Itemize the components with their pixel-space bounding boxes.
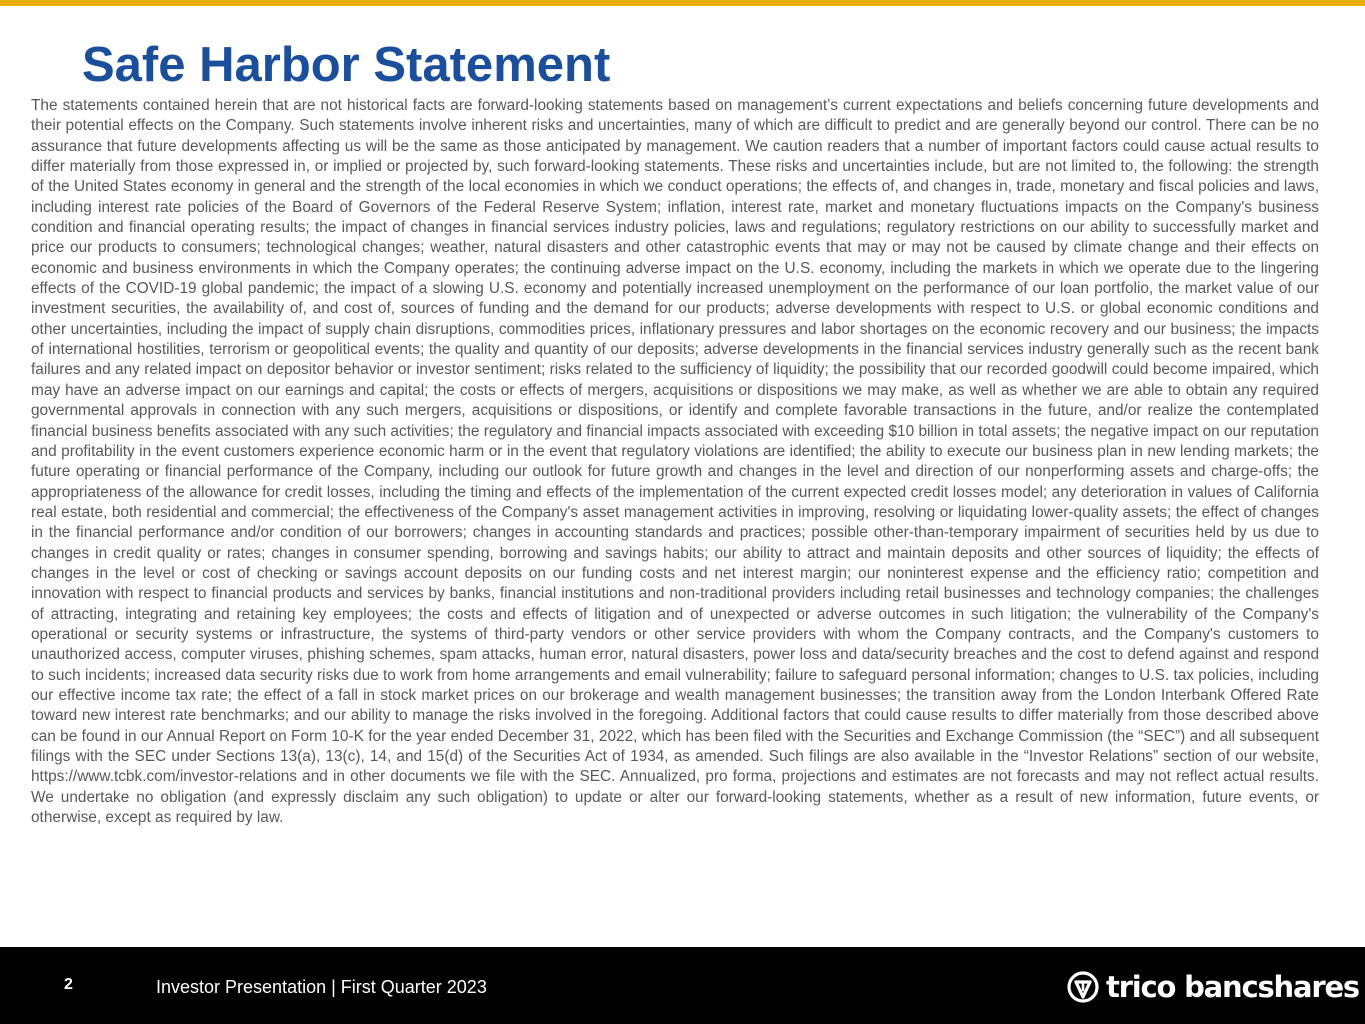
page-title: Safe Harbor Statement [82,38,611,92]
accent-bar [0,0,1365,6]
logo-wordmark: trico bancshares [1106,970,1359,1004]
page-number: 2 [64,976,73,993]
company-logo [1066,967,1359,1007]
footer [0,947,1365,1024]
safe-harbor-body: The statements contained herein that are not historical facts are forward-looking statements based on management’s current expectations and beliefs concerning future developments and their potential effects on the Company. Such statements involve inherent risks and uncertainties, many of which are difficult to predict and are generally beyond our control. There can be no assurance that future developments affecting us will be the same as those anticipated by management. We caution readers that a number of important factors could cause actual results to differ materially from those expressed in, or implied or projected by, such forward-looking statements. These risks and uncertainties include, but are not limited to, the following: the strength of the United States economy in general and the strength of the local economies in which we conduct operations; the effects of, and changes in, trade, monetary and fiscal policies and laws, including interest rate policies of the Board of Governors of the Federal Reserve System; inflation, interest rate, market and monetary fluctuations impacts on the Company's business condition and financial operating results; the impact of changes in financial services industry policies, laws and regulations; regulatory restrictions on our ability to successfully market and price our products to consumers; technological changes; weather, natural disasters and other catastrophic events that may or may not be caused by climate change and their effects on economic and business environments in which the Company operates; the continuing adverse impact on the U.S. economy, including the markets in which we operate due to the lingering effects of the COVID-19 global pandemic; the impact of a slowing U.S. economy and potentially increased unemployment on the performance of our loan portfolio, the market value of our investment securities, the availability of, and cost of, sources of funding and the demand for our products; adverse developments with respect to U.S. or global economic conditions and other uncertainties, including the impact of supply chain disruptions, commodities prices, inflationary pressures and labor shortages on the economic recovery and our business; the impacts of international hostilities, terrorism or geopolitical events; the quality and quantity of our deposits; adverse developments in the financial services industry generally such as the recent bank failures and any related impact on depositor behavior or investor sentiment; risks related to the sufficiency of liquidity; the possibility that our recorded goodwill could become impaired, which may have an adverse impact on our earnings and capital; the costs or effects of mergers, acquisitions or dispositions we may make, as well as whether we are able to obtain any required governmental approvals in connection with any such mergers, acquisitions or dispositions, or identify and complete favorable transactions in the future, and/or realize the contemplated financial business benefits associated with any such activities; the regulatory and financial impacts associated with exceeding $10 billion in total assets; the negative impact on our reputation and profitability in the event customers experience economic harm or in the event that regulatory violations are identified; the ability to execute our business plan in new lending markets; the future operating or financial performance of the Company, including our outlook for future growth and changes in the level and direction of our nonperforming assets and charge-offs; the appropriateness of the allowance for credit losses, including the timing and effects of the implementation of the current expected credit losses model; any deterioration in values of California real estate, both residential and commercial; the effectiveness of the Company's asset management activities in improving, resolving or liquidating lower-quality assets; the effect of changes in the financial performance and/or condition of our borrowers; changes in accounting standards and practices; possible other-than-temporary impairment of securities held by us due to changes in credit quality or rates; changes in consumer spending, borrowing and savings habits; our ability to attract and maintain deposits and other sources of liquidity; the effects of changes in the level or cost of checking or savings account deposits on our funding costs and net interest margin; our noninterest expense and the efficiency ratio; competition and innovation with respect to financial products and services by banks, financial institutions and non-traditional providers including retail businesses and technology companies; the challenges of attracting, integrating and retaining key employees; the costs and effects of litigation and of unexpected or adverse outcomes in such litigation; the vulnerability of the Company's operational or security systems or infrastructure, the systems of third-party vendors or other service providers with whom the Company contracts, and the Company's customers to unauthorized access, computer viruses, phishing schemes, spam attacks, human error, natural disasters, power loss and data/security breaches and the cost to defend against and respond to such incidents; increased data security risks due to work from home arrangements and email vulnerability; failure to safeguard personal information; changes to U.S. tax policies, including our effective income tax rate; the effect of a fall in stock market prices on our brokerage and wealth management businesses; the transition away from the London Interbank Offered Rate toward new interest rate benchmarks; and our ability to manage the risks involved in the foregoing. Additional factors that could cause results to differ materially from those described above can be found in our Annual Report on Form 10-K for the year ended December 31, 2022, which has been filed with the Securities and Exchange Commission (the “SEC”) and all subsequent filings with the SEC under Sections 13(a), 13(c), 14, and 15(d) of the Securities Act of 1934, as amended. Such filings are also available in the “Investor Relations” section of our website, https://www.tcbk.com/investor-relations and in other documents we file with the SEC. Annualized, pro forma, projections and estimates are not forecasts and may not reflect actual results. We undertake no obligation (and expressly disclaim any such obligation) to update or alter our forward-looking statements, whether as a result of new information, future events, or otherwise, except as required by law. [31,97,1319,827]
trico-mark-icon [1066,970,1100,1004]
footer-caption: Investor Presentation | First Quarter 2023 [156,977,487,997]
